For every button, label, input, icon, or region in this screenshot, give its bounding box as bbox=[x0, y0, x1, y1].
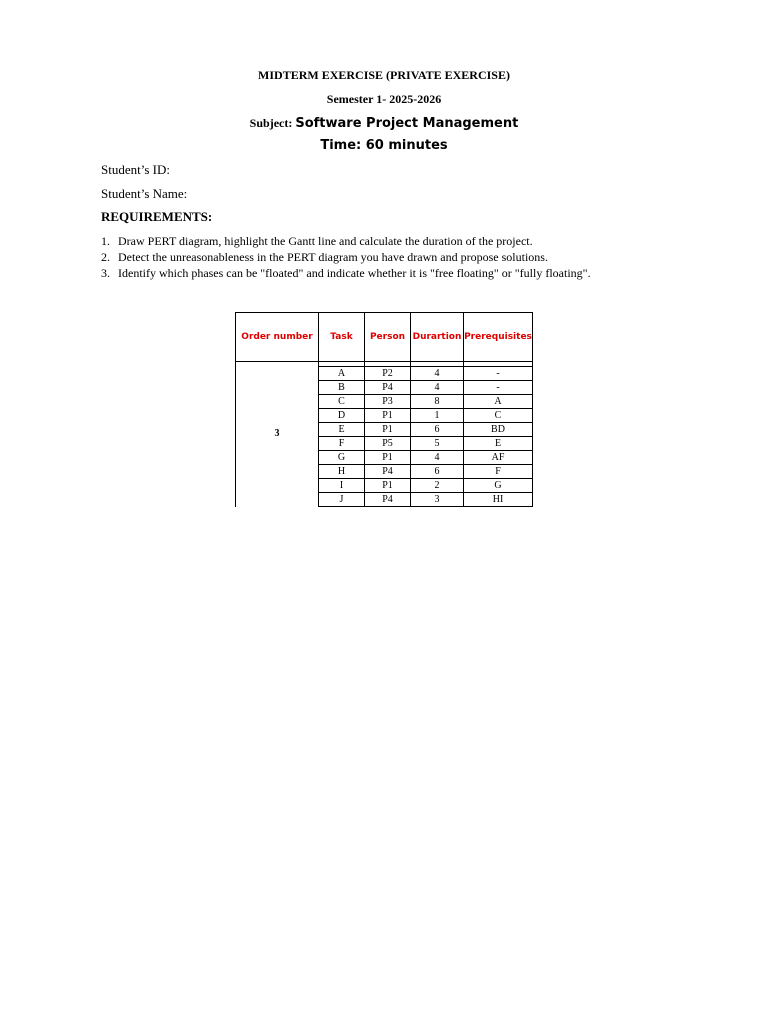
task-cell: B bbox=[319, 381, 365, 395]
subject-value: Software Project Management bbox=[295, 116, 519, 131]
person-cell: P1 bbox=[365, 423, 411, 437]
subject-label: Subject: bbox=[249, 116, 296, 130]
duration-cell: 1 bbox=[411, 409, 464, 423]
person-cell: P3 bbox=[365, 395, 411, 409]
task-cell: H bbox=[319, 465, 365, 479]
task-cell: C bbox=[319, 395, 365, 409]
table-body bbox=[236, 362, 533, 507]
time-line: Time: 60 minutes bbox=[320, 138, 448, 153]
table-header-row bbox=[236, 313, 533, 362]
requirements-list bbox=[101, 233, 591, 281]
task-cell: J bbox=[319, 493, 365, 507]
person-cell: P1 bbox=[365, 451, 411, 465]
duration-cell: 8 bbox=[411, 395, 464, 409]
duration-cell: 5 bbox=[411, 437, 464, 451]
prerequisites-cell: A bbox=[464, 395, 533, 409]
requirement-text: Draw PERT diagram, highlight the Gantt line and calculate the duration of the project. bbox=[118, 234, 533, 248]
prerequisites-cell: C bbox=[464, 409, 533, 423]
duration-cell: 3 bbox=[411, 493, 464, 507]
header-prerequisites: Prerequisites bbox=[464, 313, 533, 362]
person-cell: P5 bbox=[365, 437, 411, 451]
semester-line: Semester 1- 2025-2026 bbox=[326, 92, 442, 106]
prerequisites-cell: - bbox=[464, 367, 533, 381]
task-table bbox=[235, 312, 533, 507]
prerequisites-cell: BD bbox=[464, 423, 533, 437]
person-cell: P1 bbox=[365, 479, 411, 493]
requirement-text: Identify which phases can be "floated" and indicate whether it is "free floating" or "fully floating". bbox=[118, 266, 591, 280]
requirement-text: Detect the unreasonableness in the PERT diagram you have drawn and propose solutions. bbox=[118, 250, 548, 264]
subject-line bbox=[0, 114, 768, 132]
task-cell: I bbox=[319, 479, 365, 493]
requirement-number: 3. bbox=[101, 266, 110, 280]
requirement-item bbox=[101, 265, 591, 281]
header-order-number: Order number bbox=[236, 313, 319, 362]
student-name-label: Student’s Name: bbox=[101, 186, 188, 201]
task-cell: G bbox=[319, 451, 365, 465]
order-number-cell: 3 bbox=[236, 362, 319, 507]
prerequisites-cell: HI bbox=[464, 493, 533, 507]
student-id-label: Student’s ID: bbox=[101, 162, 170, 177]
requirement-number: 2. bbox=[101, 250, 110, 264]
duration-cell: 4 bbox=[411, 381, 464, 395]
requirements-heading: REQUIREMENTS: bbox=[101, 209, 213, 224]
person-cell: P4 bbox=[365, 381, 411, 395]
duration-cell: 4 bbox=[411, 451, 464, 465]
prerequisites-cell: E bbox=[464, 437, 533, 451]
requirement-item bbox=[101, 249, 591, 265]
prerequisites-cell: G bbox=[464, 479, 533, 493]
duration-cell: 6 bbox=[411, 423, 464, 437]
prerequisites-cell: F bbox=[464, 465, 533, 479]
requirement-item bbox=[101, 233, 591, 249]
person-cell: P4 bbox=[365, 465, 411, 479]
duration-cell: 2 bbox=[411, 479, 464, 493]
header-duration: Durartion bbox=[411, 313, 464, 362]
person-cell: P4 bbox=[365, 493, 411, 507]
person-cell: P1 bbox=[365, 409, 411, 423]
document-title: MIDTERM EXERCISE (PRIVATE EXERCISE) bbox=[258, 68, 510, 82]
person-cell: P2 bbox=[365, 367, 411, 381]
task-cell: E bbox=[319, 423, 365, 437]
prerequisites-cell: - bbox=[464, 381, 533, 395]
prerequisites-cell: AF bbox=[464, 451, 533, 465]
duration-cell: 6 bbox=[411, 465, 464, 479]
header-person: Person bbox=[365, 313, 411, 362]
task-cell: A bbox=[319, 367, 365, 381]
task-cell: D bbox=[319, 409, 365, 423]
requirement-number: 1. bbox=[101, 234, 110, 248]
duration-cell: 4 bbox=[411, 367, 464, 381]
task-cell: F bbox=[319, 437, 365, 451]
header-task: Task bbox=[319, 313, 365, 362]
